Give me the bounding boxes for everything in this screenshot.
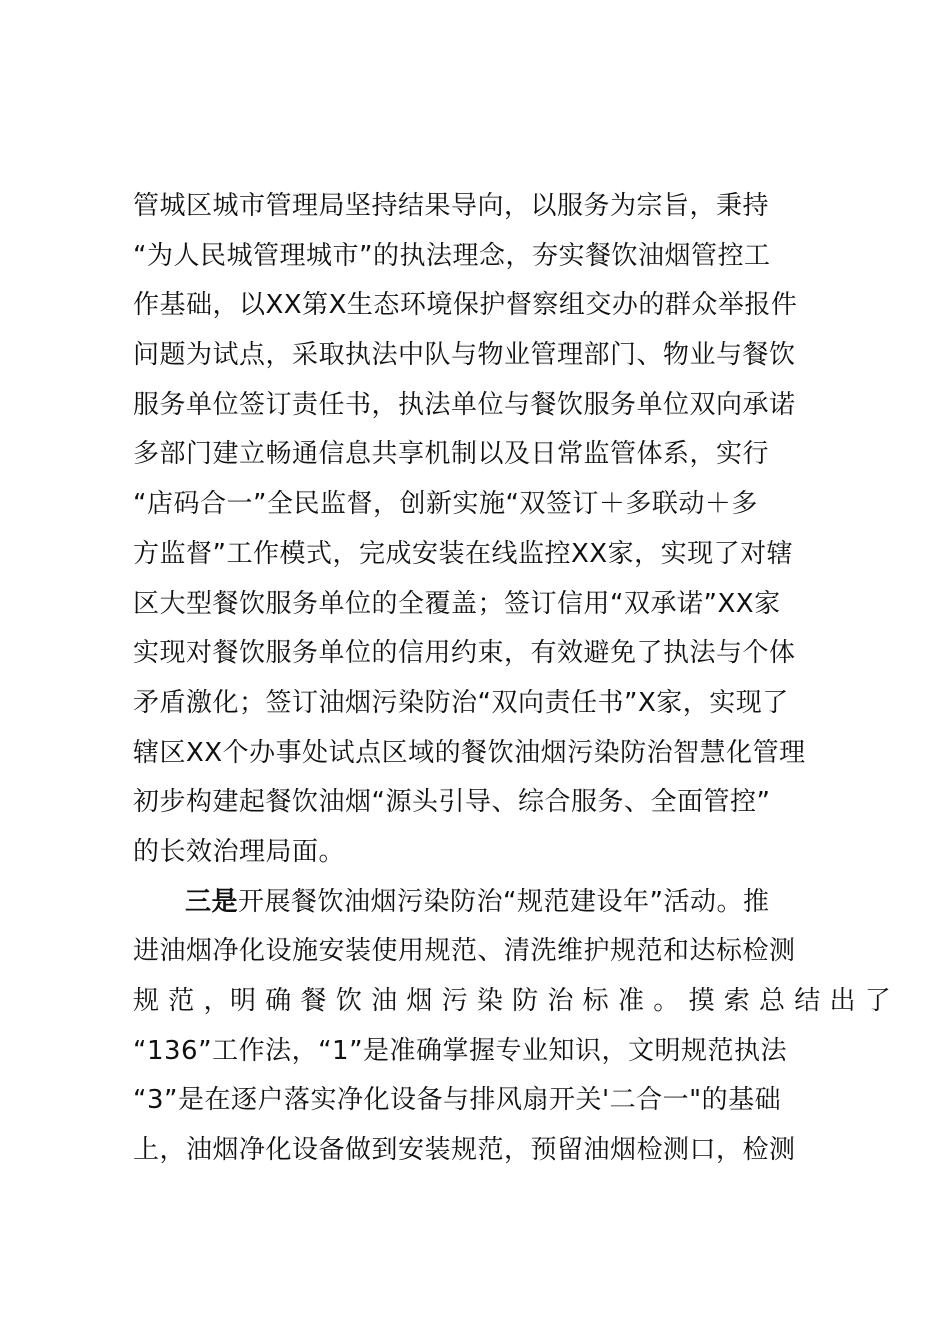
paragraph-start-line (133, 878, 853, 928)
text-line: 实现对餐饮服务单位的信用约束，有效避免了执法与个体 (133, 638, 796, 669)
text-line: “136”工作法，“1”是准确掌握专业知识，文明规范执法 (133, 1035, 788, 1066)
text-line: 多部门建立畅通信息共享机制以及日常监管体系，实行 (133, 439, 770, 470)
text-line: 服务单位签订责任书，执法单位与餐饮服务单位双向承诺 (133, 389, 796, 420)
text-line: “店码合一”全民监督，创新实施“双签订＋多联动＋多 (133, 489, 758, 520)
text-line: 区大型餐饮服务单位的全覆盖；签订信用“双承诺”XX家 (133, 588, 781, 619)
text-line: 作基础，以XX第X生态环境保护督察组交办的群众举报件 (133, 290, 798, 321)
text-line: 进油烟净化设施安装使用规范、清洗维护规范和达标检测 (133, 936, 796, 967)
text-line: 矛盾激化；签订油烟污染防治“双向责任书”X家，实现了 (133, 687, 789, 718)
text-line: 方监督”工作模式，完成安装在线监控XX家，实现了对辖 (133, 538, 794, 569)
text-line: 规 范 ，明 确 餐 饮 油 烟 污 染 防 治 标 准 。 摸 索 总 结 出 了 (133, 986, 892, 1016)
text-line: 管城区城市管理局坚持结果导向，以服务为宗旨，秉持 (133, 191, 770, 221)
text-line: 初步构建起餐饮油烟“源头引导、综合服务、全面管控” (133, 787, 771, 818)
text-run: 开展餐饮油烟污染防治“规范建设年”活动。推 (238, 886, 770, 917)
text-line: 问题为试点，采取执法中队与物业管理部门、物业与餐饮 (133, 340, 796, 371)
text-line: 的长效治理局面。 (133, 836, 346, 867)
text-line: 辖区XX个办事处试点区域的餐饮油烟污染防治智慧化管理 (133, 737, 806, 768)
text-line: 上，油烟净化设备做到安装规范，预留油烟检测口，检测 (133, 1135, 796, 1166)
text-line: “3”是在逐户落实净化设备与排风扇开关'二合一"的基础 (133, 1085, 782, 1116)
bold-lead: 三是 (185, 886, 239, 917)
text-line: “为人民城管理城市”的执法理念，夯实餐饮油烟管控工 (133, 240, 771, 271)
body-text (133, 182, 892, 1176)
